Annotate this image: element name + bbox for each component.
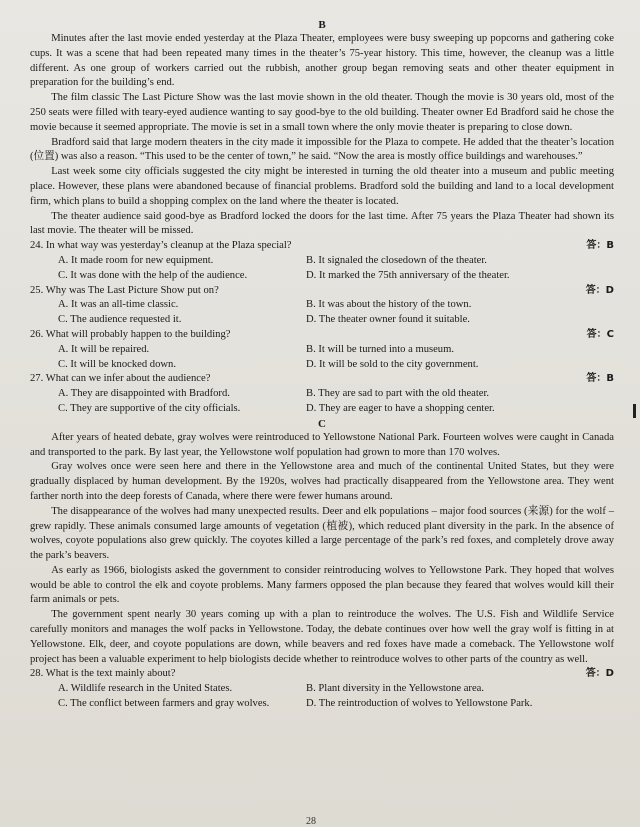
question-28 xyxy=(30,667,614,711)
section-b-paragraph-4: Last week some city officials suggested the city might be interested in turning the old theater into a museum and public meeting place. However, these plans were abandoned because of financial problems. Bradford sold the building and land to a local development firm, which plans to build a shopping complex on the land where the theater is located. xyxy=(30,166,614,207)
section-b-paragraph-1: Minutes after the last movie ended yesterday at the Plaza Theater, employees were busy sweeping up popcorns and gathering coke cups. It was a scene that had been repeated many times in the theater’s 75-year history. This time, however, the cleanup was a little different. As one group of workers carried out the rubbish, another group began removing seats and other theater equipment in preparation for the building’s end. xyxy=(30,33,614,89)
answer-label: 答：D xyxy=(585,284,614,296)
section-b-paragraph-2: The film classic The Last Picture Show was the last movie shown in the old theater. Though the movie is 30 years old, most of the 250 seats were filled with teary-eyed audience wanting to say good-bye to the old building. Theater owner Ed Bradford said he chose the movie because it seemed appropriate. The movie is set in a small town where the only movie theater is preparing to close down. xyxy=(30,92,614,133)
section-b-heading: B xyxy=(318,19,326,31)
page-content xyxy=(30,18,614,712)
question-stem: 26. What will probably happen to the building? xyxy=(30,328,231,340)
option-b: B. It will be turned into a museum. xyxy=(306,343,454,355)
section-c-paragraph-5: The government spent nearly 30 years coming up with a plan to reintroduce the wolves. The U.S. Fish and Wildlife Service carefully monitors and manages the wolf packs in Yellowstone. Today, the debate continues over how well the gray wolf is fitting in at Yellowstone. Elk, deer, and coyote populations are down, while beavers and red foxes have made a comeback. The Yellowstone wolf project has been a valuable experiment to help biologists decide whether to reintroduce wolves to other parts of the country as well. xyxy=(30,609,614,665)
answer-label: 答：C xyxy=(586,328,614,340)
option-d: D. They are eager to have a shopping center. xyxy=(306,402,495,414)
option-a: A. Wildlife research in the United States. xyxy=(58,683,233,695)
option-d: D. The reintroduction of wolves to Yellowstone Park. xyxy=(306,698,533,710)
section-c-paragraph-2: Gray wolves once were seen here and there in the Yellowstone area and much of the continental United States, but they were gradually displaced by human development. By the 1920s, wolves had practically disappeared from the Yellowstone area. They went farther north into the deep forests of Canada, where there were fewer humans around. xyxy=(30,461,614,502)
answer-label: 答：B xyxy=(586,373,614,385)
question-27 xyxy=(30,372,614,416)
page-number: 28 xyxy=(306,816,316,827)
section-c-paragraph-4: As early as 1966, biologists asked the government to consider reintroducing wolves to Yellowstone Park. They hoped that wolves would be able to control the elk and coyote problems. Many farmers opposed the plan because they feared that wolves would kill their farm animals or pets. xyxy=(30,564,614,606)
question-stem: 28. What is the text mainly about? xyxy=(30,668,176,680)
section-c-heading: C xyxy=(318,417,326,430)
section-b-paragraph-5: The theater audience said good-bye as Bradford locked the doors for the last time. After 75 years the Plaza Theater had shown its last movie. The theater will be missed. xyxy=(30,210,614,237)
option-c: C. The audience requested it. xyxy=(58,314,182,326)
question-stem: 25. Why was The Last Picture Show put on? xyxy=(30,284,219,296)
option-d: D. The theater owner found it suitable. xyxy=(306,314,470,326)
section-c-paragraph-3: The disappearance of the wolves had many unexpected results. Deer and elk populations – major food sources (来源) for the wolf – grew rapidly. These animals consumed large amounts of vegetation (植被), which reduced plant diversity in the park. In the absence of wolves, coyote populations also grew quickly. The coyotes killed a large percentage of the park’s red foxes, and completely drove away the park’s beavers. xyxy=(30,505,614,562)
option-a: A. It will be repaired. xyxy=(58,343,150,355)
question-26 xyxy=(30,328,614,372)
option-b: B. It signaled the closedown of the theater. xyxy=(306,254,487,266)
option-b: B. They are sad to part with the old theater. xyxy=(306,388,490,400)
option-c: C. The conflict between farmers and gray wolves. xyxy=(58,698,270,710)
option-c: C. It will be knocked down. xyxy=(58,358,176,370)
option-b: B. It was about the history of the town. xyxy=(306,299,472,311)
option-d: D. It marked the 75th anniversary of the theater. xyxy=(306,269,510,281)
option-c: C. It was done with the help of the audience. xyxy=(58,269,248,281)
option-a: A. It was an all-time classic. xyxy=(58,299,179,311)
section-c-paragraph-1: After years of heated debate, gray wolves were reintroduced to Yellowstone National Park. Fourteen wolves were caught in Canada and transported to the park. By last year, the Yellowstone wolf population had grown to more than 170 wolves. xyxy=(30,431,614,458)
edge-mark xyxy=(633,404,636,418)
question-25 xyxy=(30,284,614,328)
section-b-paragraph-3: Bradford said that large modern theaters in the city made it impossible for the Plaza to compete. He added that the theater’s location (位置) was also a reason. “This used to be the center of town,” he said. “Now the area is mostly office buildings and warehouses.” xyxy=(30,136,614,163)
question-stem: 27. What can we infer about the audience? xyxy=(30,373,211,385)
question-24 xyxy=(30,239,614,283)
option-a: A. It made room for new equipment. xyxy=(58,254,214,266)
option-b: B. Plant diversity in the Yellowstone area. xyxy=(306,683,485,695)
option-c: C. They are supportive of the city officials. xyxy=(58,402,241,414)
option-d: D. It will be sold to the city government. xyxy=(306,358,479,370)
answer-label: 答：B xyxy=(586,240,614,252)
answer-label: 答：D xyxy=(585,668,614,680)
option-a: A. They are disappointed with Bradford. xyxy=(58,388,230,400)
question-stem: 24. In what way was yesterday’s cleanup at the Plaza special? xyxy=(30,240,292,252)
